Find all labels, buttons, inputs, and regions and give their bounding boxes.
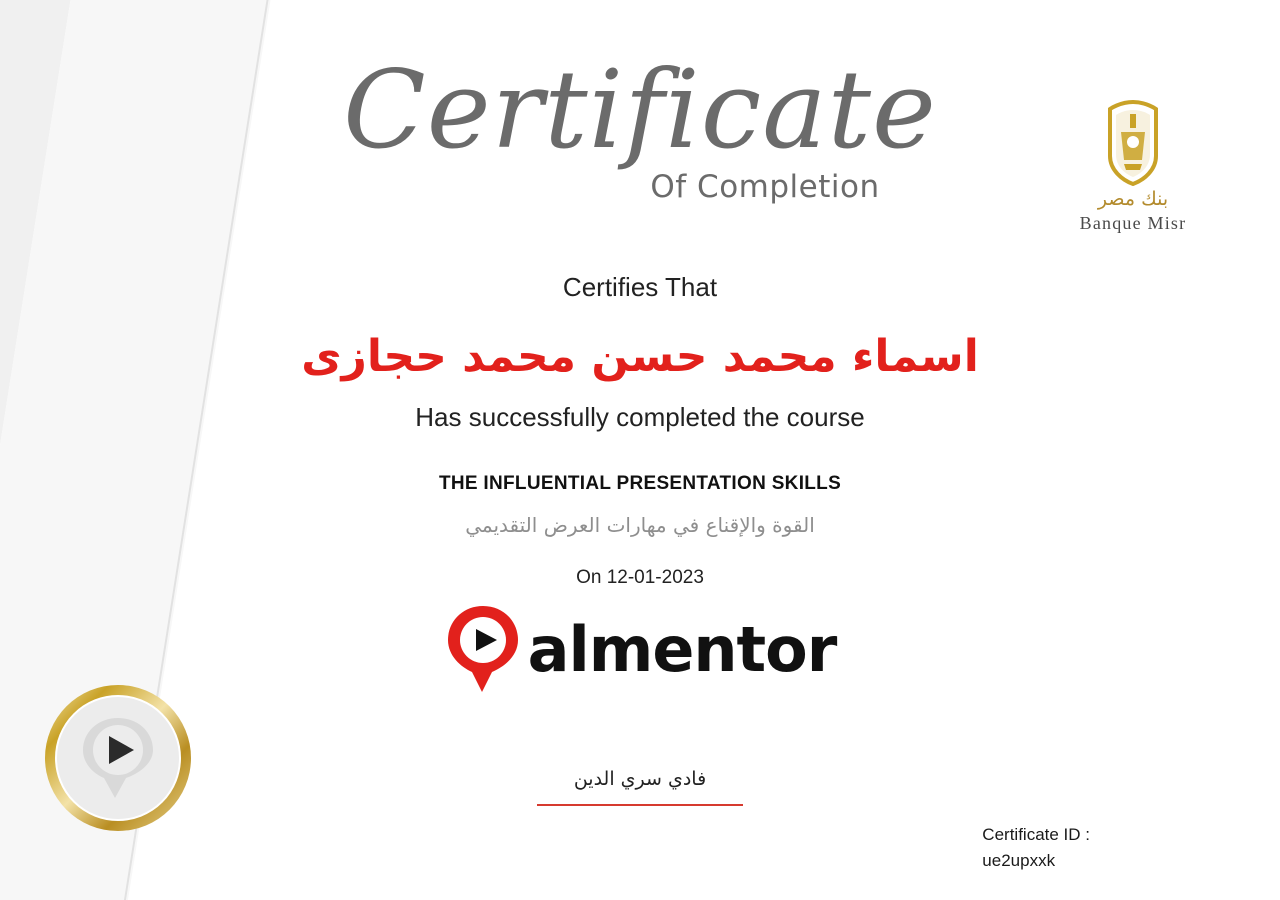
- certificate-id-label: Certificate ID :: [982, 825, 1090, 844]
- bank-logo: [1048, 100, 1218, 234]
- certificate-body: [0, 272, 1280, 589]
- certifies-label: Certifies That: [562, 272, 718, 302]
- certificate-id-value: ue2upxxk: [982, 850, 1056, 870]
- certificate-subtitle: Of Completion: [650, 169, 880, 206]
- almentor-wordmark: almentor: [527, 613, 837, 686]
- signatory-name: فادي سري الدين: [573, 768, 707, 790]
- almentor-play-pin-icon: [444, 604, 522, 696]
- gold-play-seal-icon: [42, 682, 194, 834]
- signature-rule: [537, 804, 743, 806]
- completion-date: On 12-01-2023: [576, 567, 704, 588]
- banque-misr-crest-icon: [1096, 100, 1170, 186]
- course-title-arabic: القوة والإقناع في مهارات العرض التقديمي: [465, 513, 815, 537]
- certificate-title: Certificate: [343, 48, 937, 173]
- completion-line: Has successfully completed the course: [415, 402, 865, 432]
- course-title-english: THE INFLUENTIAL PRESENTATION SKILLS: [438, 473, 842, 494]
- bank-name-arabic: بنك مصر: [1097, 188, 1169, 210]
- certificate-id: [982, 822, 1090, 873]
- bank-name-latin: Banque Misr: [1079, 213, 1187, 233]
- recipient-name: اسماء محمد حسن محمد حجازى: [301, 331, 979, 382]
